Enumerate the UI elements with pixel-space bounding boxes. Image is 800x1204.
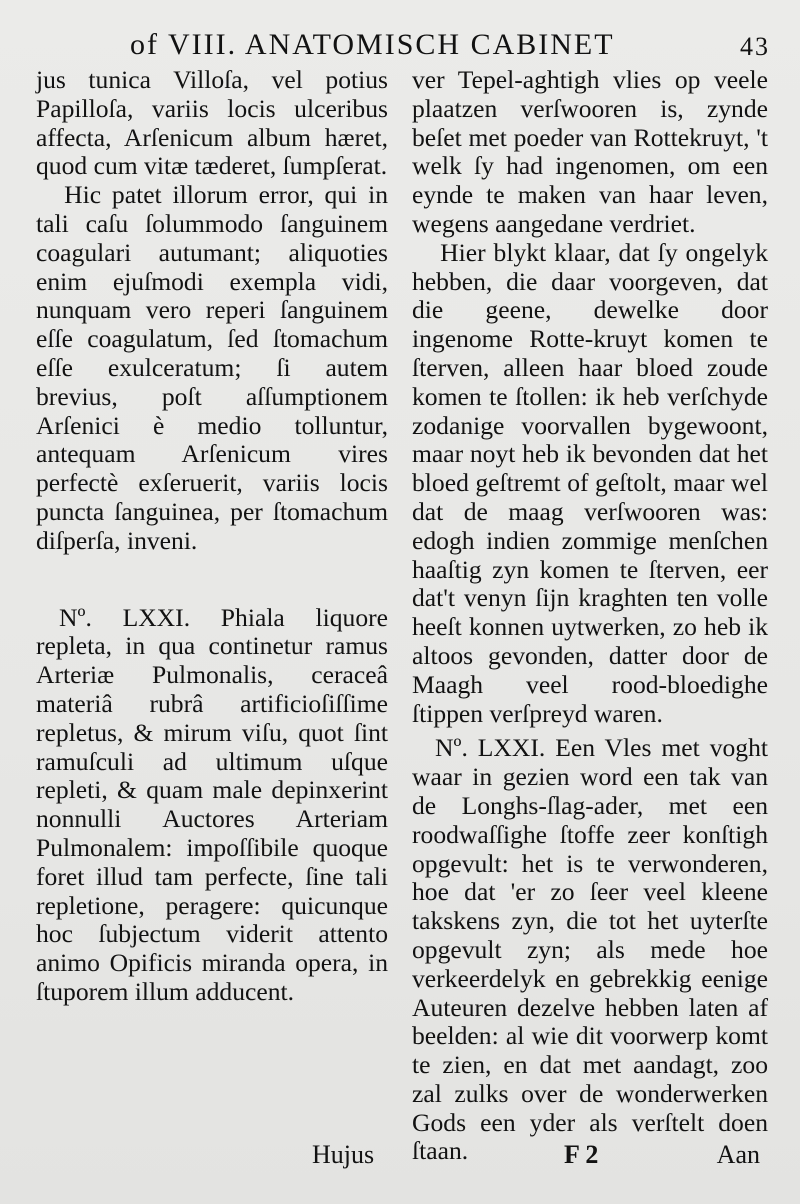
running-title: of VIII. ANATOMISCH CABINET	[130, 28, 615, 61]
dutch-column	[412, 66, 768, 1166]
dutch-paragraph-1: ver Tepel-aghtigh vlies op veele plaatzen verſwooren is, zynde beſet met poeder van Rottekruyt, 't welk ſy had ingenomen, om een eynde te maken van haar leven, wegens aangedane verdriet.	[412, 65, 768, 238]
page-number: 43	[740, 32, 770, 61]
latin-column	[36, 66, 388, 1007]
latin-paragraph-1: jus tunica Villoſa, vel potius Papilloſa, variis locis ulceribus affecta, Arſenicum album hæret, quod cum vitæ tæderet, ſumpſerat.	[36, 65, 388, 181]
catchword-latin: Hujus	[312, 1140, 375, 1169]
dutch-entry-lxxi: Nº. LXXI. Een Vles met voght waar in gezien word een tak van de Longhs-ſlag-ader, met een roodwaſſighe ſtoffe zeer konſtigh opgevult: het is te verwonderen, hoe dat 'er zo ſeer veel kleene takskens zyn, die tot het uyterſte opgevult zyn; als mede hoe verkeerdelyk en gebrekkig eenige Auteuren dezelve hebben laten af beelden: al wie dit voorwerp komt te zien, en dat met aandagt, zoo zal zulks over de wonderwerken Gods een yder als verſtelt doen ſtaan.	[412, 733, 768, 1166]
running-header	[130, 28, 770, 68]
signature-mark: F 2	[564, 1140, 599, 1169]
latin-paragraph-2: Hic patet illorum error, qui in tali caſu ſolummodo ſanguinem coagulari autumant; aliquoties enim ejuſmodi exempla vidi, nunquam vero reperi ſanguinem eſſe coagulatum, ſed ſtomachum eſſe exulceratum; ſi autem brevius, poſt aſſumptionem Arſenici è medio tolluntur, antequam Arſenicum vires perfectè exſeruerit, variis locis puncta ſanguinea, per ſtomachum diſperſa, inveni.	[36, 180, 388, 555]
latin-entry-lxxi: Nº. LXXI. Phiala liquore repleta, in qua continetur ramus Arteriæ Pulmonalis, ceraceâ materiâ rubrâ artificioſiſſime repletus, & mirum viſu, quot ſint ramuſculi ad ultimum uſque repleti, & quam male depinxerint nonnulli Auctores Arteriam Pulmonalem: impoſſibile quoque foret illud tam perfecte, ſine tali repletione, peragere: quicunque hoc ſubjectum viderit attento animo Opificis miranda opera, in ſtuporem illum adducent.	[36, 602, 388, 1006]
catchword-dutch: Aan	[716, 1140, 760, 1169]
page-footer	[36, 1140, 768, 1180]
dutch-paragraph-2: Hier blykt klaar, dat ſy ongelyk hebben, die daar voorgeven, dat die geene, dewelke door ingenome Rotte-kruyt komen te ſterven, alleen haar bloed zoude komen te ſtollen: ik heb verſchyde zodanige voorvallen bygewoont, maar noyt heb ik bevonden dat het bloed geſtremt of geſtolt, maar wel dat de maag verſwooren was: edogh indien zommige menſchen haaſtig zyn komen te ſterven, eer dat't venyn ſijn kraghten ten volle heeſt konnen uytwerken, zo heb ik altoos gevonden, datter door de Maagh veel rood-bloedighe ſtippen verſpreyd waren.	[412, 237, 768, 728]
